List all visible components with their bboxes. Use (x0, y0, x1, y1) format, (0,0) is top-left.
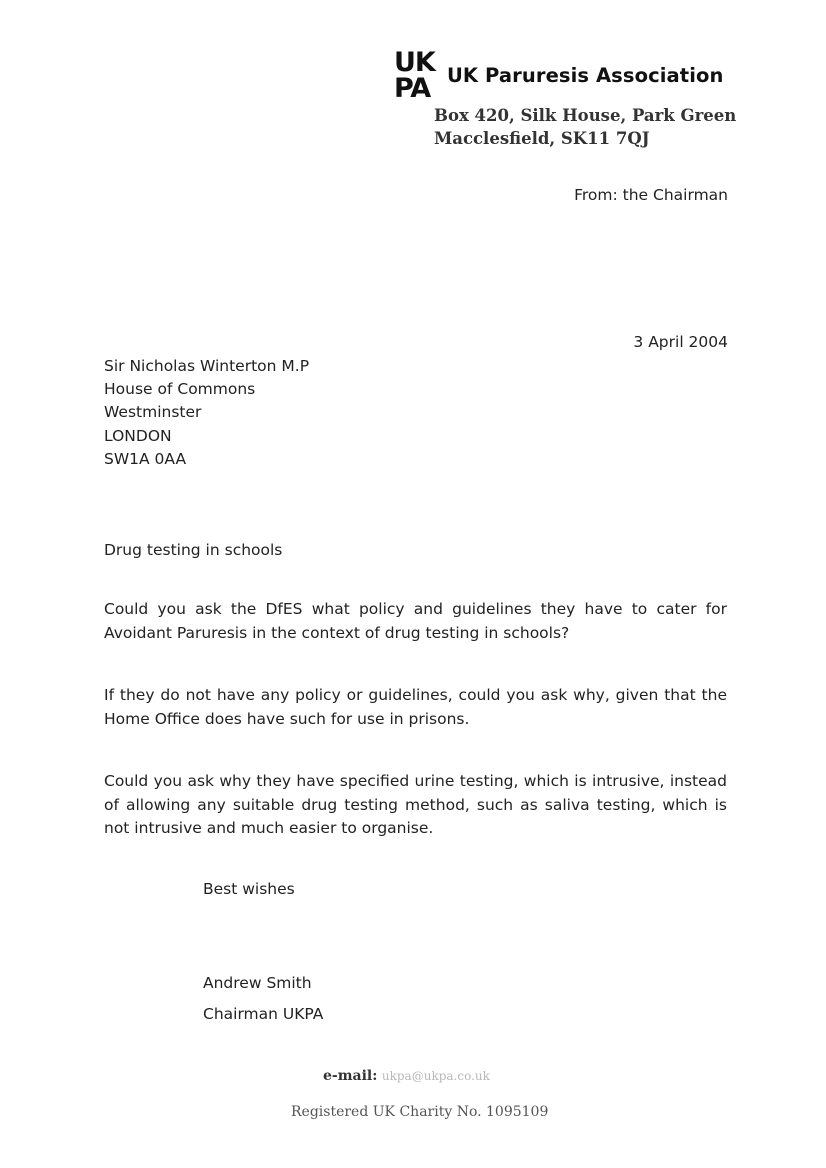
letter-date: 3 April 2004 (633, 333, 728, 351)
address-line-2: Macclesfield, SK11 7QJ (434, 129, 650, 148)
logo-uk-text: UK (394, 47, 435, 78)
recipient-line: Sir Nicholas Winterton M.P (104, 357, 310, 375)
closing-salutation: Best wishes (203, 880, 295, 898)
recipient-line: Westminster (104, 403, 202, 422)
logo-pa-text: PA (394, 73, 431, 104)
organisation-name: UK Paruresis Association (447, 64, 724, 87)
body-paragraph: Could you ask the DfES what policy and guidelines they have to cater for Avoidant Paruresis in the context of drug testing in schools? (104, 600, 727, 642)
recipient-line: SW1A 0AA (104, 449, 187, 468)
from-line: From: the Chairman (574, 186, 728, 204)
footer-email (323, 1068, 490, 1084)
email-address[interactable]: ukpa@ukpa.co.uk (381, 1069, 490, 1083)
signature-name: Andrew Smith (203, 974, 312, 992)
email-label: e-mail: (323, 1068, 378, 1084)
body-paragraph: Could you ask why they have specified urine testing, which is intrusive, instead of allowing any suitable drug testing method, such as saliva testing, which is not intrusive and much easier to organise. (104, 772, 727, 837)
address-line-1: Box 420, Silk House, Park Green (434, 106, 737, 125)
recipient-line: House of Commons (104, 380, 256, 399)
recipient-line: LONDON (104, 426, 172, 445)
letter-subject: Drug testing in schools (104, 541, 283, 559)
ukpa-logo (394, 47, 444, 104)
body-paragraph: If they do not have any policy or guidelines, could you ask why, given that the Home Office does have such for use in prisons. (104, 686, 727, 728)
signature-title: Chairman UKPA (203, 1005, 324, 1023)
recipient-address (104, 355, 309, 471)
charity-number: Registered UK Charity No. 1095109 (291, 1104, 549, 1120)
